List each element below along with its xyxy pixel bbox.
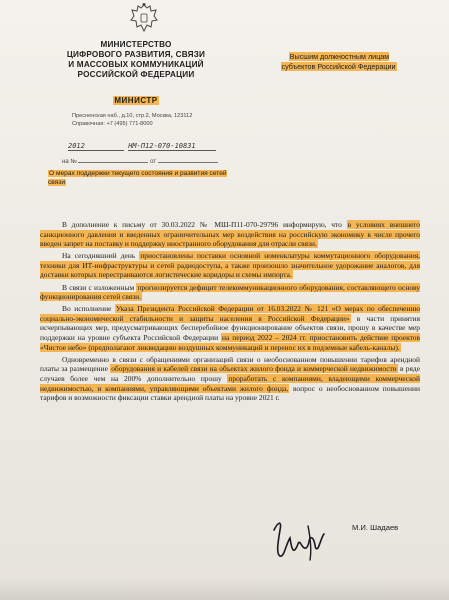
address-block — [72, 112, 202, 128]
position-title: МИНИСТР — [114, 96, 158, 105]
letter-subject: О мерах поддержки текущего состояния и развития сетей связи — [48, 170, 227, 186]
recipient: Высшим должностным лицам субъектов Российской Федерации — [281, 52, 396, 71]
registration-date: 2012 — [68, 142, 124, 151]
ministry-line: МИНИСТЕРСТВО — [100, 40, 172, 49]
address-line: Пресненская наб., д.10, стр.2, Москва, 123112 — [72, 113, 193, 119]
paragraph: В связи с изложенным прогнозируется дефицит телекоммуникационного оборудования, составляющего основу функционирования сетей связи. — [40, 282, 421, 302]
registration-number: НМ-П12-070-10831 — [128, 142, 216, 151]
ministry-line: РОССИЙСКОЙ ФЕДЕРАЦИИ — [77, 70, 195, 79]
handwritten-signature — [268, 508, 328, 568]
ministry-line: И МАССОВЫХ КОММУНИКАЦИЙ — [68, 60, 204, 69]
paragraph: Одновременно в связи с обращениями организаций связи о необоснованном повышении тарифов арендной платы за размещение оборудования и кабелей связи на объектах жилого фонда и коммерческой недвижимости в ряде случаев более чем на 200% дополнительно прошу проработать с компаниями, владеющими коммерческой недвижимостью, и компаниями, управляющими объектами жилого фонда, вопрос о необоснованном повышении тарифов и возможности фиксации ставки арендной платы на уровне 2021 г. — [40, 354, 421, 403]
page-shadow — [0, 578, 449, 600]
phone-line: Справочная: +7 (495) 771-8000 — [72, 121, 153, 127]
paragraph: В дополнение к письму от 30.03.2022 № МШ-П11-070-29796 информирую, что в условиях внешнего санкционного давления и введенных ограничительных мер воздействия на российскую экономику в числе прочего введен запрет на поставку и поддержку иностранного оборудования для отрасли связи. — [40, 220, 421, 249]
paragraph: Во исполнение Указа Президента Российской Федерации от 16.03.2022 № 121 «О мерах по обеспечению социально-экономической стабильности и защиты населения в Российской Федерации» в части принятия исчерпывающих мер, предусматривающих бесперебойное функционирование объектов связи, прошу в качестве мер поддержки на уровне субъекта Российской Федерации на период 2022 – 2024 гг. приостановить действие проектов «Чистое небо» (предполагают ликвидацию воздушных коммуникаций и перенос их в подземные кабель-каналы). — [40, 304, 420, 352]
ref-from: от — [150, 159, 157, 165]
ministry-name — [48, 40, 224, 80]
letter-body — [40, 220, 420, 405]
ref-number-blank — [78, 162, 148, 163]
ref-prefix: на № — [62, 159, 77, 165]
ref-date-blank — [158, 162, 218, 163]
reference-line — [62, 159, 218, 165]
coat-of-arms-emblem — [128, 2, 160, 34]
ministry-line: ЦИФРОВОГО РАЗВИТИЯ, СВЯЗИ — [66, 50, 206, 59]
paragraph: На сегодняшний день приостановлены поставки основной номенклатуры коммутационного оборудования, техники для ИТ-инфраструктуры и сетей радиодоступа, а также произошло значительное удорожание аналогов, для доставки которых перестраиваются логистические коридоры и схемы импорта. — [40, 251, 421, 280]
registration-line — [68, 142, 216, 151]
signatory-name: М.И. Шадаев — [352, 523, 399, 532]
